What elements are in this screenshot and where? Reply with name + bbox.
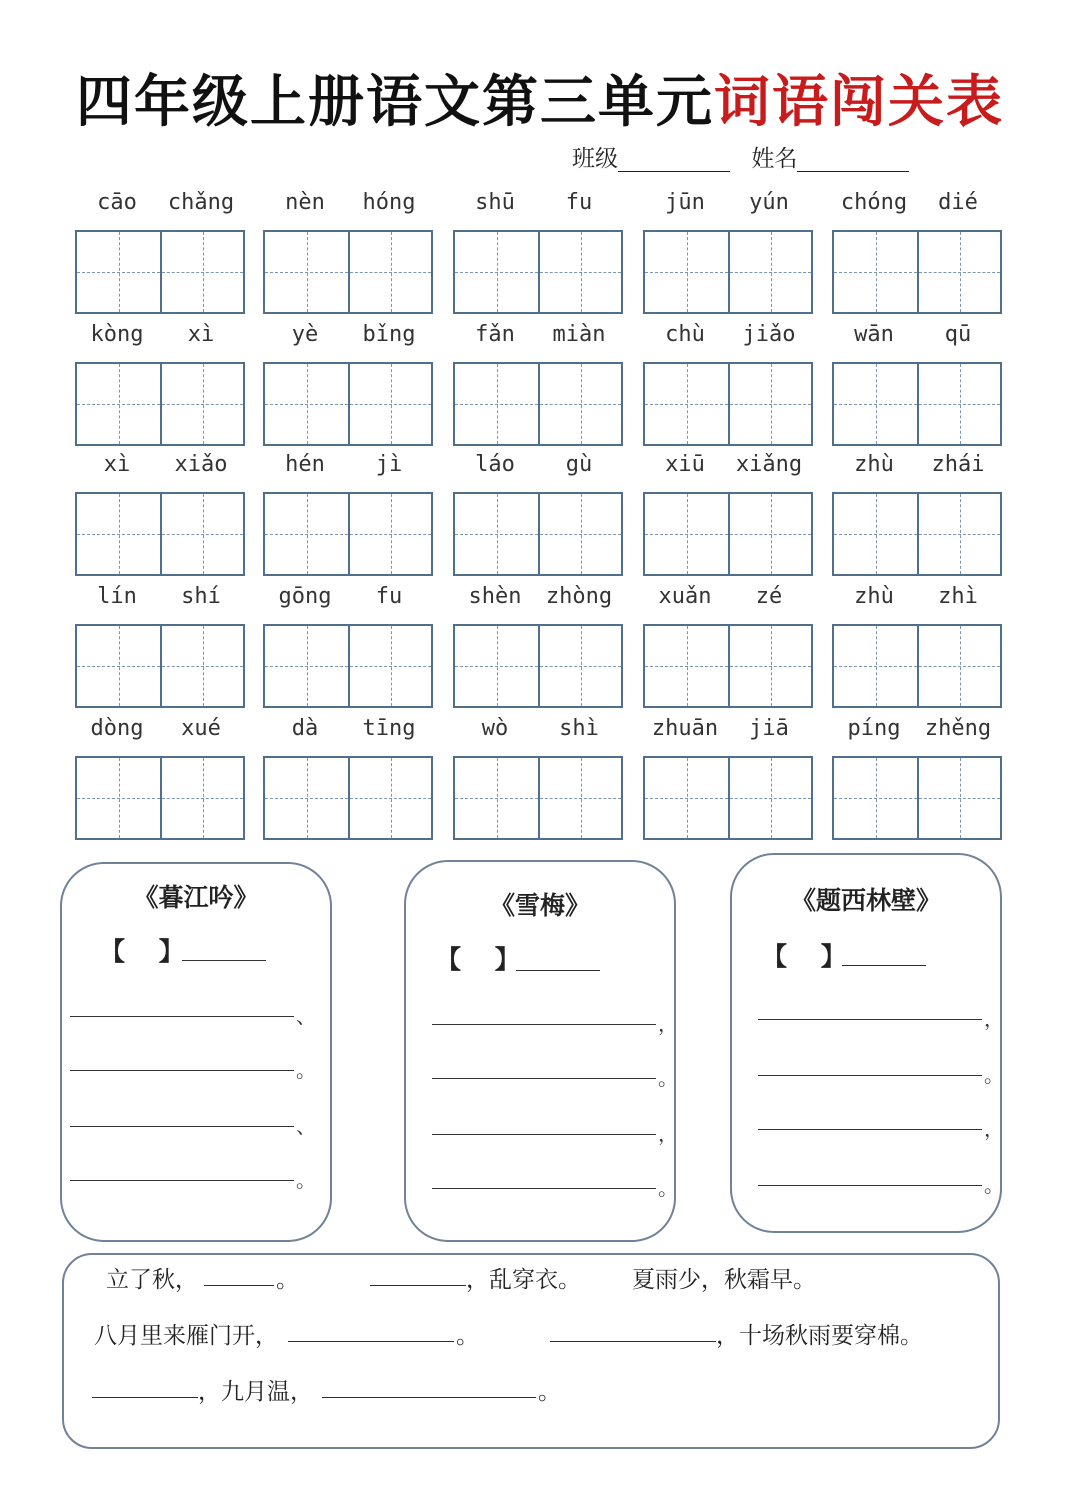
tianzige-box: [643, 362, 813, 446]
pinyin-label: zhái: [931, 452, 985, 477]
pinyin-label: chù: [665, 322, 705, 347]
tianzige-box: [643, 624, 813, 708]
writing-cell[interactable]: [645, 758, 728, 838]
writing-cell[interactable]: [917, 626, 1000, 706]
name-field[interactable]: [797, 171, 909, 172]
pinyin-label: xué: [181, 716, 221, 741]
dynasty-bracket: 【 】: [762, 942, 846, 971]
poem-punctuation: 。: [296, 1168, 316, 1192]
pinyin-label: qū: [944, 322, 972, 347]
pinyin-label: shí: [181, 584, 221, 609]
poem-card: [60, 862, 332, 1242]
pinyin-label: dòng: [90, 716, 144, 741]
pinyin-label: láo: [475, 452, 515, 477]
pinyin-label: hén: [285, 452, 325, 477]
pinyin-label: xiū: [665, 452, 705, 477]
writing-cell[interactable]: [348, 626, 431, 706]
tianzige-box: [832, 230, 1002, 314]
pinyin-label: jiā: [749, 716, 789, 741]
poem-line-field[interactable]: [758, 1129, 982, 1130]
proverb-text: 。: [276, 1267, 299, 1293]
tianzige-box: [643, 756, 813, 840]
pinyin-label: zé: [755, 584, 783, 609]
pinyin-label: zhì: [938, 584, 978, 609]
writing-cell[interactable]: [455, 758, 538, 838]
tianzige-box: [75, 756, 245, 840]
tianzige-box: [832, 756, 1002, 840]
pinyin-label: chóng: [840, 190, 908, 215]
writing-cell[interactable]: [160, 364, 243, 444]
poem-line-field[interactable]: [758, 1019, 982, 1020]
pinyin-label: píng: [847, 716, 901, 741]
pinyin-label: dà: [291, 716, 319, 741]
pinyin-label: gōng: [278, 584, 332, 609]
pinyin-label: fǎn: [475, 322, 515, 347]
author-field[interactable]: [182, 960, 266, 961]
pinyin-label: xì: [187, 322, 215, 347]
poem-line-field[interactable]: [70, 1070, 294, 1071]
writing-cell[interactable]: [728, 626, 811, 706]
class-label: 班级: [572, 146, 618, 172]
poem-punctuation: 。: [658, 1176, 678, 1200]
writing-cell[interactable]: [265, 232, 348, 312]
pinyin-label: miàn: [552, 322, 606, 347]
writing-cell[interactable]: [728, 494, 811, 574]
tianzige-box: [453, 230, 623, 314]
poem-line-field[interactable]: [70, 1180, 294, 1181]
pinyin-label: fu: [565, 190, 593, 215]
writing-cell[interactable]: [538, 626, 621, 706]
poem-punctuation: 、: [296, 1004, 316, 1028]
pinyin-label: xiǎo: [174, 452, 228, 477]
writing-cell[interactable]: [77, 494, 160, 574]
proverb-text: 。: [456, 1323, 479, 1349]
poem-punctuation: 、: [296, 1114, 316, 1138]
tianzige-box: [75, 230, 245, 314]
pinyin-label: lín: [97, 584, 137, 609]
pinyin-label: zhěng: [924, 716, 992, 741]
poem-line-field[interactable]: [758, 1185, 982, 1186]
pinyin-label: dié: [938, 190, 978, 215]
poem-punctuation: 。: [984, 1063, 1004, 1087]
tianzige-box: [832, 492, 1002, 576]
pinyin-label: yè: [291, 322, 319, 347]
tianzige-box: [453, 756, 623, 840]
pinyin-label: shèn: [468, 584, 522, 609]
tianzige-box: [263, 362, 433, 446]
writing-cell[interactable]: [160, 494, 243, 574]
pinyin-label: fu: [375, 584, 403, 609]
poem-line-field[interactable]: [432, 1024, 656, 1025]
pinyin-label: zhù: [854, 584, 894, 609]
proverb-text: ，九月温，: [198, 1379, 313, 1405]
proverb-blank[interactable]: [370, 1285, 466, 1286]
poem-line-field[interactable]: [70, 1126, 294, 1127]
pinyin-label: gù: [565, 452, 593, 477]
proverb-blank[interactable]: [288, 1341, 454, 1342]
poem-title: 《雪梅》: [489, 891, 590, 920]
class-field[interactable]: [618, 171, 730, 172]
pinyin-label: zhuān: [651, 716, 719, 741]
proverb-text: ，乱穿衣。: [466, 1267, 581, 1293]
writing-cell[interactable]: [538, 758, 621, 838]
tianzige-box: [75, 624, 245, 708]
student-info: [572, 140, 909, 173]
pinyin-label: xiǎng: [735, 452, 803, 477]
writing-cell[interactable]: [728, 758, 811, 838]
name-label: 姓名: [751, 146, 798, 172]
writing-cell[interactable]: [917, 232, 1000, 312]
poem-card: [730, 853, 1002, 1233]
tianzige-box: [832, 362, 1002, 446]
dynasty-bracket: 【 】: [100, 937, 184, 966]
tianzige-box: [263, 492, 433, 576]
writing-cell[interactable]: [728, 364, 811, 444]
author-field[interactable]: [516, 970, 600, 971]
writing-cell[interactable]: [917, 364, 1000, 444]
poem-line-field[interactable]: [758, 1075, 982, 1076]
dynasty-bracket: 【 】: [436, 945, 520, 974]
writing-cell[interactable]: [348, 758, 431, 838]
pinyin-label: jūn: [665, 190, 705, 215]
writing-cell[interactable]: [645, 232, 728, 312]
tianzige-box: [75, 492, 245, 576]
writing-cell[interactable]: [455, 364, 538, 444]
pinyin-label: yún: [749, 190, 789, 215]
proverb-text: 。: [538, 1379, 561, 1405]
pinyin-label: bǐng: [362, 322, 416, 347]
tianzige-box: [453, 492, 623, 576]
tianzige-box: [643, 492, 813, 576]
writing-cell[interactable]: [917, 758, 1000, 838]
pinyin-label: jì: [375, 452, 403, 477]
proverb-blank[interactable]: [92, 1397, 198, 1398]
page-title: [0, 58, 1080, 138]
proverb-blank[interactable]: [322, 1397, 536, 1398]
writing-cell[interactable]: [728, 232, 811, 312]
pinyin-label: zhù: [854, 452, 894, 477]
proverb-text: 夏雨少，秋霜早。: [632, 1267, 816, 1293]
proverb-blank[interactable]: [204, 1285, 274, 1286]
writing-cell[interactable]: [77, 626, 160, 706]
tianzige-box: [75, 362, 245, 446]
writing-cell[interactable]: [834, 364, 917, 444]
title-highlight: 词语闯关表: [714, 69, 1004, 135]
poem-punctuation: ，: [658, 1012, 678, 1036]
tianzige-box: [453, 362, 623, 446]
writing-cell[interactable]: [348, 364, 431, 444]
writing-cell[interactable]: [160, 758, 243, 838]
writing-cell[interactable]: [917, 494, 1000, 574]
title-main: 四年级上册语文第三单元: [76, 69, 714, 135]
tianzige-box: [263, 230, 433, 314]
tianzige-box: [263, 624, 433, 708]
pinyin-label: wò: [481, 716, 509, 741]
pinyin-label: nèn: [285, 190, 325, 215]
poem-line-field[interactable]: [432, 1134, 656, 1135]
writing-cell[interactable]: [265, 494, 348, 574]
poem-punctuation: ，: [658, 1122, 678, 1146]
writing-cell[interactable]: [455, 626, 538, 706]
pinyin-label: chǎng: [167, 190, 235, 215]
tianzige-box: [832, 624, 1002, 708]
tianzige-box: [643, 230, 813, 314]
pinyin-label: hóng: [362, 190, 416, 215]
poem-title: 《暮江吟》: [133, 883, 259, 912]
poem-punctuation: ，: [984, 1007, 1004, 1031]
pinyin-label: shì: [559, 716, 599, 741]
pinyin-label: zhòng: [545, 584, 613, 609]
poem-punctuation: ，: [984, 1117, 1004, 1141]
writing-cell[interactable]: [834, 232, 917, 312]
writing-cell[interactable]: [348, 494, 431, 574]
pinyin-label: kòng: [90, 322, 144, 347]
tianzige-box: [453, 624, 623, 708]
writing-cell[interactable]: [834, 758, 917, 838]
writing-cell[interactable]: [455, 494, 538, 574]
proverb-text: 八月里来雁门开，: [94, 1323, 278, 1349]
writing-cell[interactable]: [265, 758, 348, 838]
poem-line-field[interactable]: [70, 1016, 294, 1017]
proverb-text: ，十场秋雨要穿棉。: [716, 1323, 923, 1349]
writing-cell[interactable]: [77, 758, 160, 838]
poem-punctuation: 。: [984, 1173, 1004, 1197]
writing-cell[interactable]: [645, 626, 728, 706]
poem-punctuation: 。: [296, 1058, 316, 1082]
writing-cell[interactable]: [265, 364, 348, 444]
writing-cell[interactable]: [645, 364, 728, 444]
poem-card: [404, 860, 676, 1242]
writing-cell[interactable]: [645, 494, 728, 574]
tianzige-box: [263, 756, 433, 840]
writing-cell[interactable]: [834, 626, 917, 706]
proverb-blank[interactable]: [550, 1341, 716, 1342]
pinyin-label: xì: [103, 452, 131, 477]
poem-line-field[interactable]: [432, 1188, 656, 1189]
writing-cell[interactable]: [538, 494, 621, 574]
pinyin-label: jiǎo: [742, 322, 796, 347]
writing-cell[interactable]: [265, 626, 348, 706]
writing-cell[interactable]: [77, 232, 160, 312]
pinyin-label: tīng: [362, 716, 416, 741]
writing-cell[interactable]: [538, 364, 621, 444]
writing-cell[interactable]: [160, 232, 243, 312]
proverb-box: [62, 1253, 1000, 1449]
pinyin-label: wān: [854, 322, 894, 347]
writing-cell[interactable]: [455, 232, 538, 312]
pinyin-label: cāo: [97, 190, 137, 215]
writing-cell[interactable]: [77, 364, 160, 444]
writing-cell[interactable]: [538, 232, 621, 312]
poem-line-field[interactable]: [432, 1078, 656, 1079]
writing-cell[interactable]: [834, 494, 917, 574]
author-field[interactable]: [842, 965, 926, 966]
pinyin-label: shū: [475, 190, 515, 215]
poem-title: 《题西林壁》: [790, 886, 941, 915]
writing-cell[interactable]: [160, 626, 243, 706]
proverb-text: 立了秋，: [106, 1267, 198, 1293]
pinyin-label: xuǎn: [658, 584, 712, 609]
poem-punctuation: 。: [658, 1066, 678, 1090]
writing-cell[interactable]: [348, 232, 431, 312]
